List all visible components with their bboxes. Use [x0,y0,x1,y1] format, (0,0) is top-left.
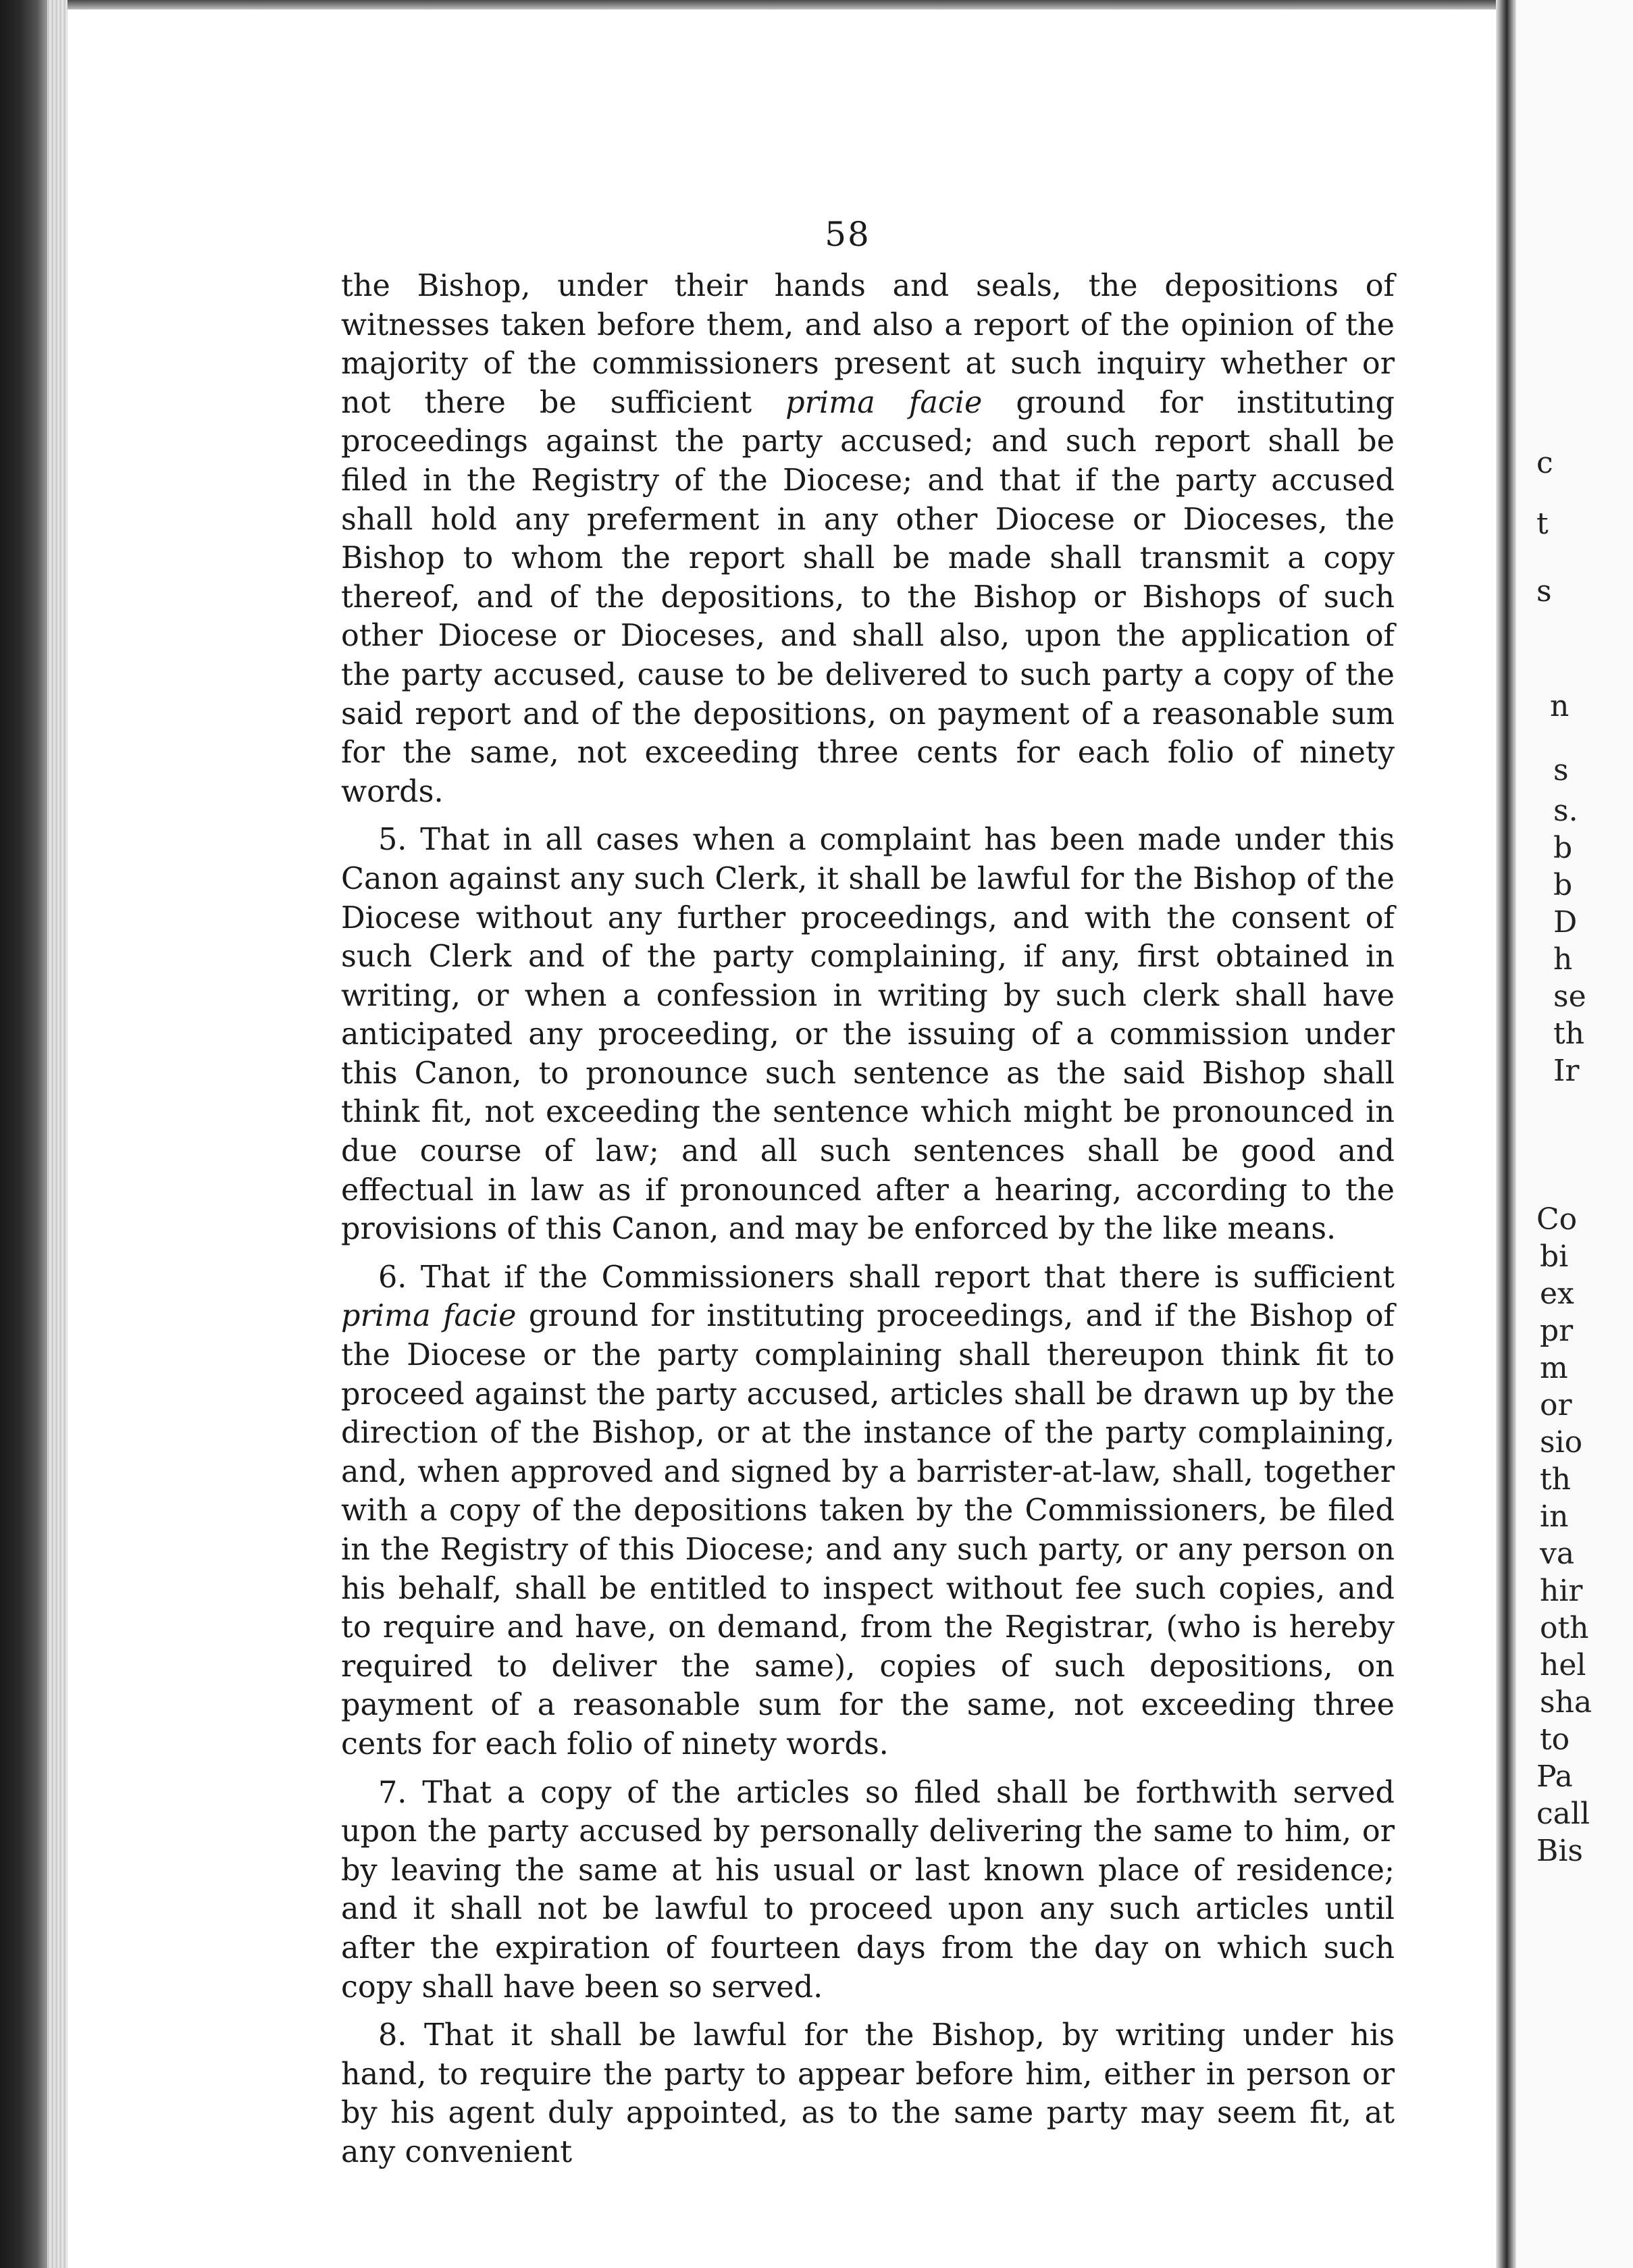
paragraph-p8 [341,2016,1395,2171]
facing-page-fragment: sio [1540,1425,1583,1460]
paragraph-p7 [341,1774,1395,2007]
facing-page-fragment: b [1553,831,1573,865]
text-segment: 6. That if the Commissioners shall report that there is sufficient [378,1260,1395,1295]
text-segment: 8. That it shall be lawful for the Bishop, by writing under his hand, to require the party to appear before him, either in person or by his agent duly appointed, as to the same party may seem fit, at any convenient [341,2018,1395,2169]
text-segment: ground for instituting proceedings against the party accused; and such report shall be filed in the Registry of the Diocese; and that if the party accused shall hold any preferment in any other Diocese or Dioceses, the Bishop to whom the report shall be made shall transmit a copy thereof, and of the depositions, to the Bishop or Bishops of such other Diocese or Dioceses, and shall also, upon the application of the party accused, cause to be delivered to such party a copy of the said report and of the depositions, on payment of a reasonable sum for the same, not exceeding three cents for each folio of ninety words. [341,385,1395,809]
text-segment: the Bishop, under their hands and seals, the depositions of witnesses taken before them, and also a report of the opinion of the majority of the commissioners present at such inquiry whether or not there be sufficient [341,269,1395,420]
facing-page-fragment: or [1540,1388,1572,1422]
facing-page-fragment: Ir [1553,1054,1580,1088]
facing-page-fragment: hel [1540,1648,1586,1682]
facing-page-fragment: h [1553,942,1573,977]
facing-page-fragment: Bis [1536,1834,1583,1868]
facing-page-edge [1516,0,1633,2268]
facing-page-fragment: ex [1540,1277,1574,1311]
text-segment: 7. That a copy of the articles so filed shall be forthwith served upon the party accused by personally delivering the same to him, or by leaving the same at his usual or last known place of residence; and it shall not be lawful to proceed upon any such articles until after the expiration of fourteen days from the day on which such copy shall have been so served. [341,1775,1395,2005]
paragraph-p6 [341,1258,1395,1764]
facing-page-fragment: b [1553,868,1573,902]
facing-page-fragment: n [1550,689,1570,723]
facing-page-fragment: pr [1540,1314,1574,1348]
text-segment: 5. That in all cases when a complaint has been made under this Canon against any such Clerk, it shall be lawful for the Bishop of the Diocese without any further proceedings, and with the consent of such Clerk and of the party complaining, if any, first obtained in writing, or when a confession in writing by such clerk shall have anticipated any proceeding, or the issuing of a commission under this Canon, to pronounce such sentence as the said Bishop shall think fit, not exceeding the sentence which might be pronounced in due course of law; and all such sentences shall be good and effectual in law as if pronounced after a hearing, according to the provisions of this Canon, and may be enforced by the like means. [341,823,1395,1247]
paragraph-p5 [341,821,1395,1249]
facing-page-fragment: D [1553,905,1578,939]
facing-page-fragment: Co [1536,1202,1578,1237]
facing-page-fragment: se [1553,979,1586,1014]
facing-page-fragment: va [1540,1537,1575,1571]
book-gutter [1496,0,1516,2268]
facing-page-fragment: s [1553,753,1569,788]
facing-page-fragment: to [1540,1722,1570,1757]
italic-phrase: prima facie [341,1299,517,1334]
facing-page-fragment: oth [1540,1611,1589,1645]
facing-page-fragment: t [1536,507,1549,541]
scan-top-edge [0,0,1633,9]
facing-page-fragment: call [1536,1797,1590,1831]
facing-page-fragment: sha [1540,1685,1592,1720]
facing-page-fragment: th [1553,1016,1585,1051]
text-segment: ground for instituting proceedings, and if the Bishop of the Diocese or the party complaining shall thereupon think fit to proceed against the party accused, articles shall be drawn up by the direction of the Bishop, or at the instance of the party complaining, and, when approved and signed by a barrister-at-law, shall, together with a copy of the depositions taken by the Commissioners, be filed in the Registry of this Diocese; and any such party, or any person on his behalf, shall be entitled to inspect without fee such copies, and to require and have, on demand, from the Registrar, (who is hereby required to deliver the same), copies of such depositions, on payment of a reasonable sum for the same, not exceeding three cents for each folio of ninety words. [341,1299,1395,1761]
body-text [341,267,1395,2172]
facing-page-fragment: s [1536,574,1552,609]
facing-page-fragment: s. [1553,794,1578,828]
italic-phrase: prima facie [785,385,983,420]
facing-page-fragment: c [1536,446,1553,480]
paragraph-p-continued [341,267,1395,811]
facing-page-fragment: hir [1540,1574,1583,1608]
page-edges-left [47,0,68,2268]
facing-page-fragment: bi [1540,1239,1569,1274]
facing-page-fragment: in [1540,1499,1569,1534]
book-binding-left [0,0,47,2268]
page-number: 58 [825,215,871,254]
facing-page-fragment: th [1540,1462,1572,1497]
facing-page-fragment: m [1540,1351,1568,1385]
facing-page-fragment: Pa [1536,1759,1573,1794]
